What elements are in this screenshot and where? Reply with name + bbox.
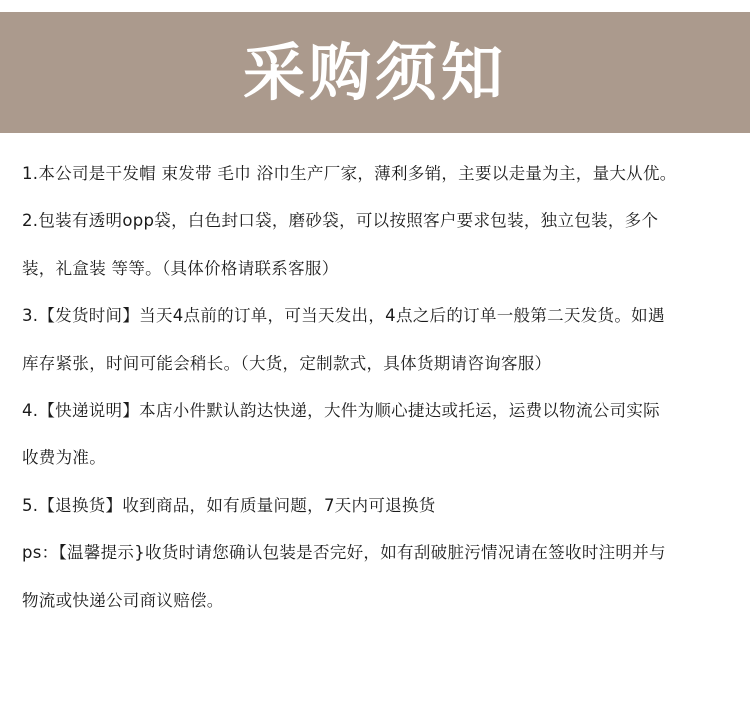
notice-line-8: 5.【退换货】收到商品，如有质量问题，7天内可退换货 (22, 495, 436, 515)
notice-line-7: 收费为准。 (22, 448, 106, 468)
notice-line-3: 装，礼盒装 等等。（具体价格请联系客服） (22, 258, 339, 278)
notice-line-10: 物流或快递公司商议赔偿。 (22, 590, 224, 610)
header-banner (0, 12, 750, 133)
notice-line-9: ps：【温馨提示}收货时请您确认包装是否完好，如有刮破脏污情况请在签收时注明并与 (22, 543, 666, 563)
notice-content (22, 150, 727, 624)
notice-line-5: 库存紧张，时间可能会稍长。（大货，定制款式，具体货期请咨询客服） (22, 353, 552, 373)
notice-line-1: 1.本公司是干发帽 束发带 毛巾 浴巾生产厂家，薄利多销，主要以走量为主，量大从优。 (22, 164, 677, 183)
notice-line-6: 4.【快递说明】本店小件默认韵达快递，大件为顺心捷达或托运，运费以物流公司实际 (22, 400, 660, 420)
page-title: 采购须知 (242, 35, 507, 109)
notice-line-4: 3.【发货时间】当天4点前的订单，可当天发出，4点之后的订单一般第二天发货。如遇 (22, 306, 665, 326)
notice-line-2: 2.包装有透明opp袋，白色封口袋，磨砂袋，可以按照客户要求包装，独立包装，多个 (22, 211, 659, 231)
